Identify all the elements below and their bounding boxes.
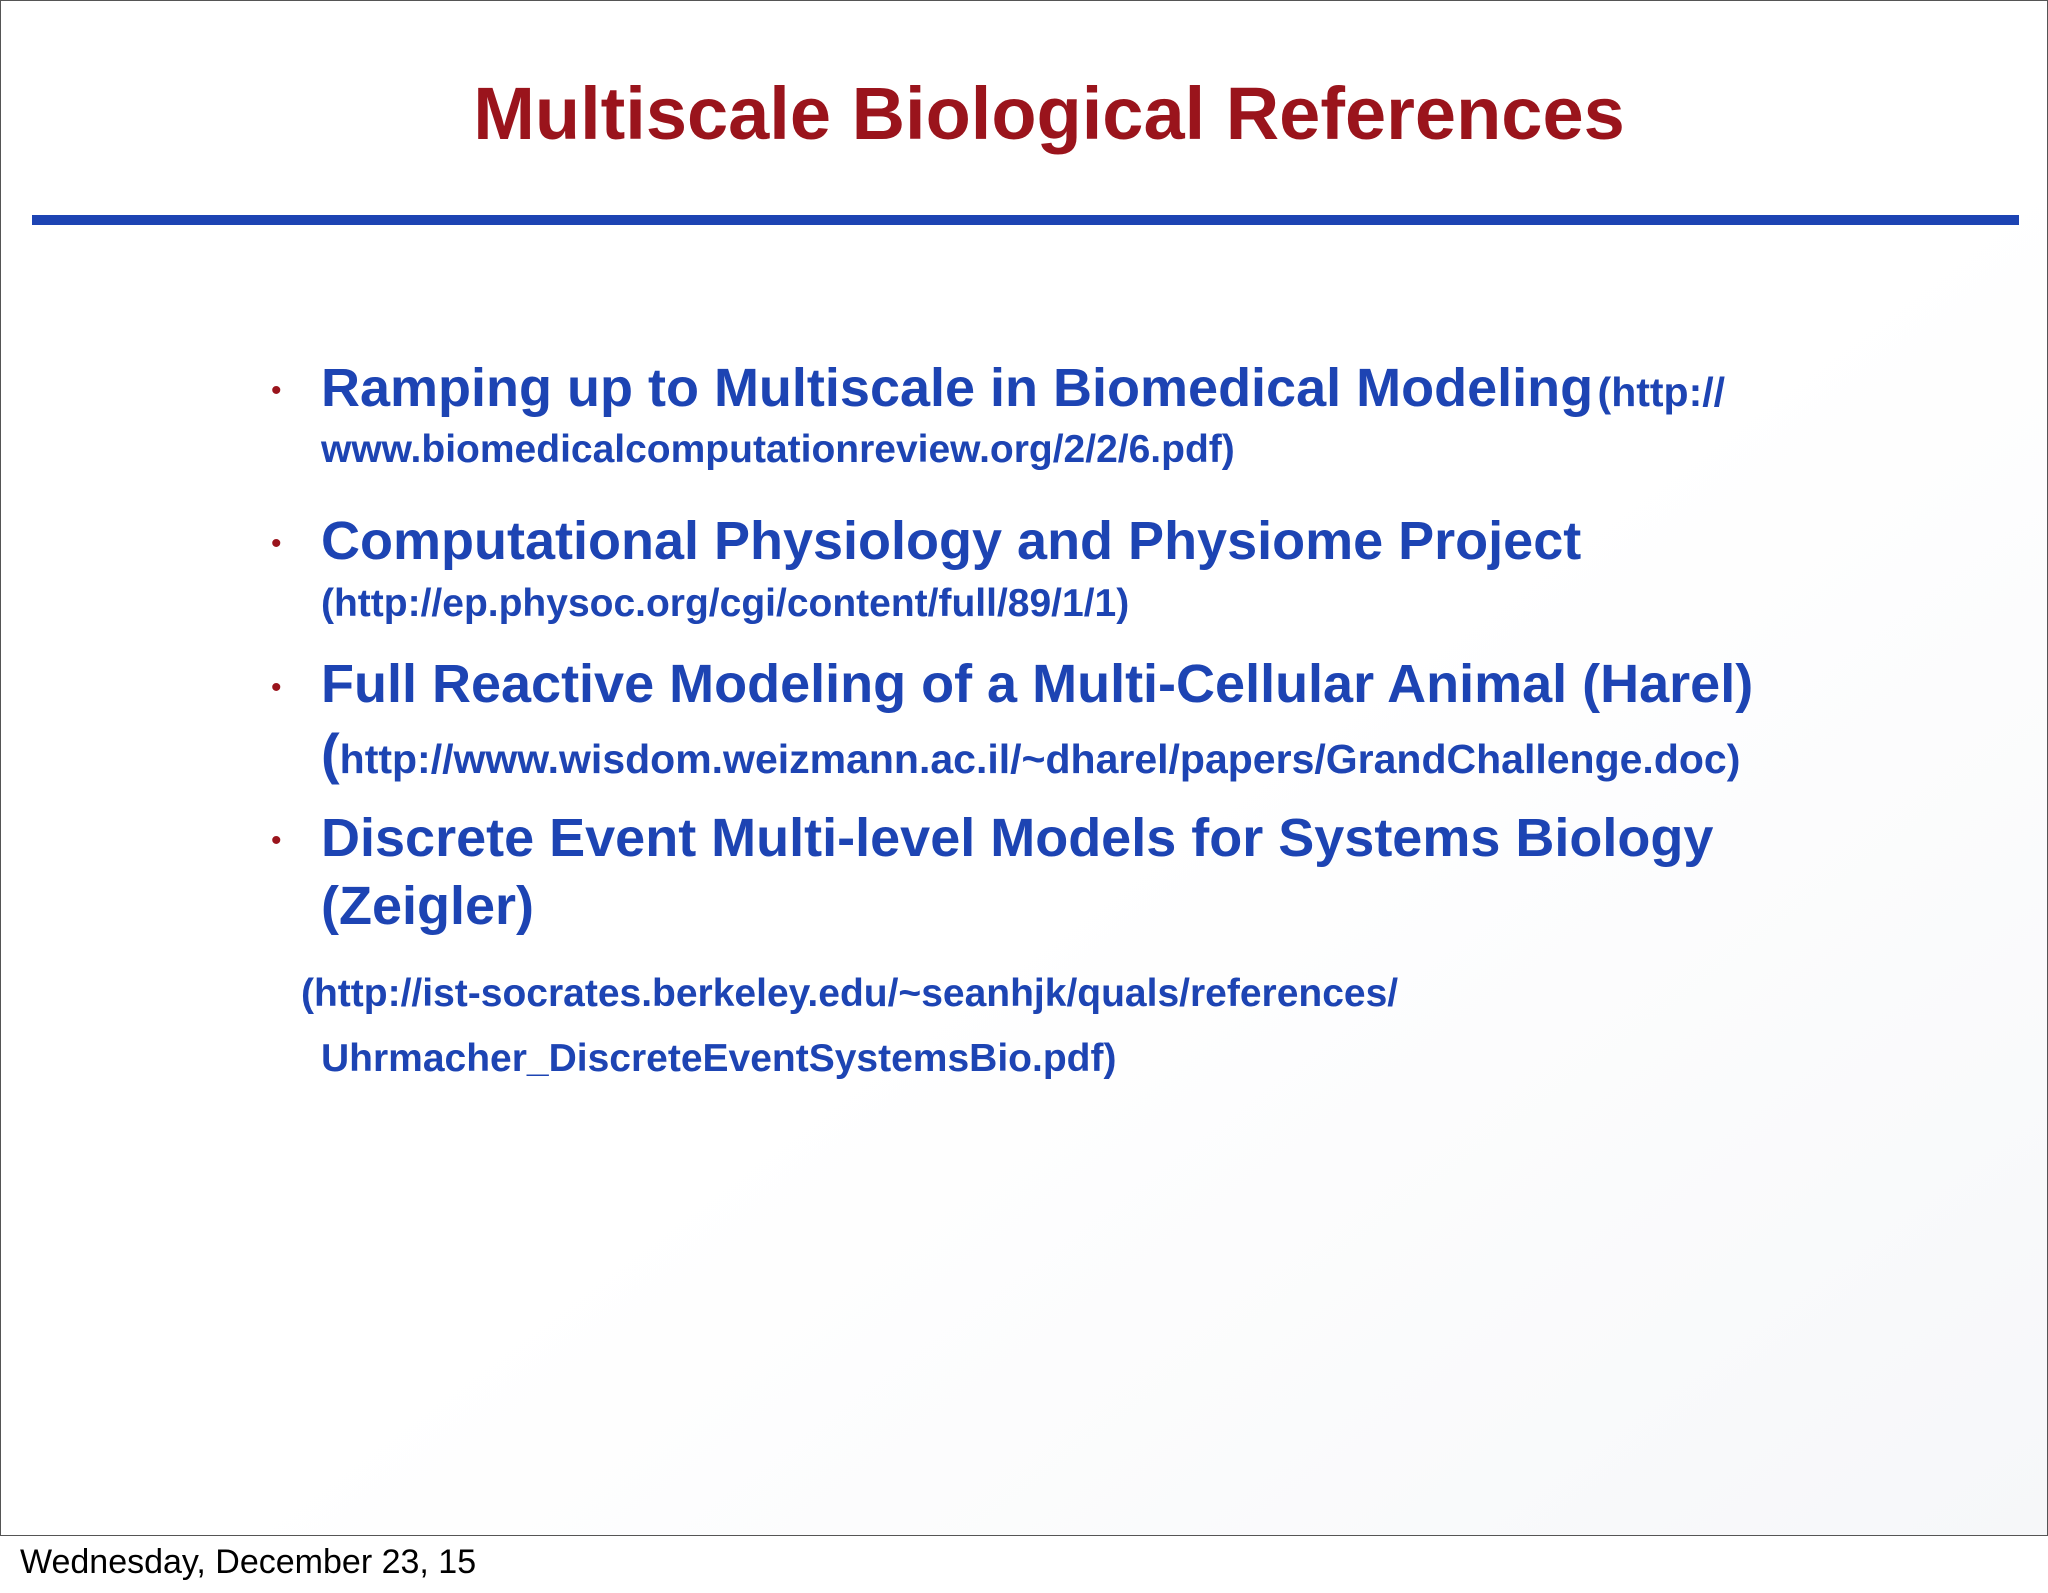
slide-title: Multiscale Biological References bbox=[473, 72, 1625, 155]
reference-4-url-line2[interactable]: Uhrmacher_DiscreteEventSystemsBio.pdf) bbox=[321, 1037, 1117, 1080]
reference-3-open-paren: ( bbox=[321, 722, 340, 785]
bullet-1: • bbox=[271, 374, 282, 407]
reference-2-title: Computational Physiology and Physiome Project bbox=[321, 511, 1582, 571]
reference-3-title: Full Reactive Modeling of a Multi-Cellular Animal (Harel) bbox=[321, 654, 1754, 714]
reference-1-url[interactable]: www.biomedicalcomputationreview.org/2/2/6.pdf) bbox=[321, 428, 1235, 471]
reference-3-url-line bbox=[321, 721, 1740, 786]
footer-date: Wednesday, December 23, 15 bbox=[20, 1543, 477, 1581]
reference-1-url-start[interactable]: (http:// bbox=[1597, 369, 1726, 415]
reference-1-title: Ramping up to Multiscale in Biomedical Modeling bbox=[321, 358, 1594, 418]
reference-1 bbox=[321, 357, 1725, 419]
reference-4-title-line2: (Zeigler) bbox=[321, 876, 535, 936]
reference-2-url[interactable]: (http://ep.physoc.org/cgi/content/full/89/1/1) bbox=[321, 582, 1130, 625]
reference-4-url-line1[interactable]: (http://ist-socrates.berkeley.edu/~seanhjk/quals/references/ bbox=[301, 972, 1399, 1015]
bullet-3: • bbox=[271, 671, 282, 704]
reference-4-title-line1: Discrete Event Multi-level Models for Systems Biology bbox=[321, 808, 1714, 868]
title-divider bbox=[32, 215, 2019, 225]
reference-3-url[interactable]: http://www.wisdom.weizmann.ac.il/~dharel/papers/GrandChallenge.doc) bbox=[339, 736, 1741, 782]
bullet-2: • bbox=[271, 527, 282, 560]
bullet-4: • bbox=[271, 824, 282, 857]
